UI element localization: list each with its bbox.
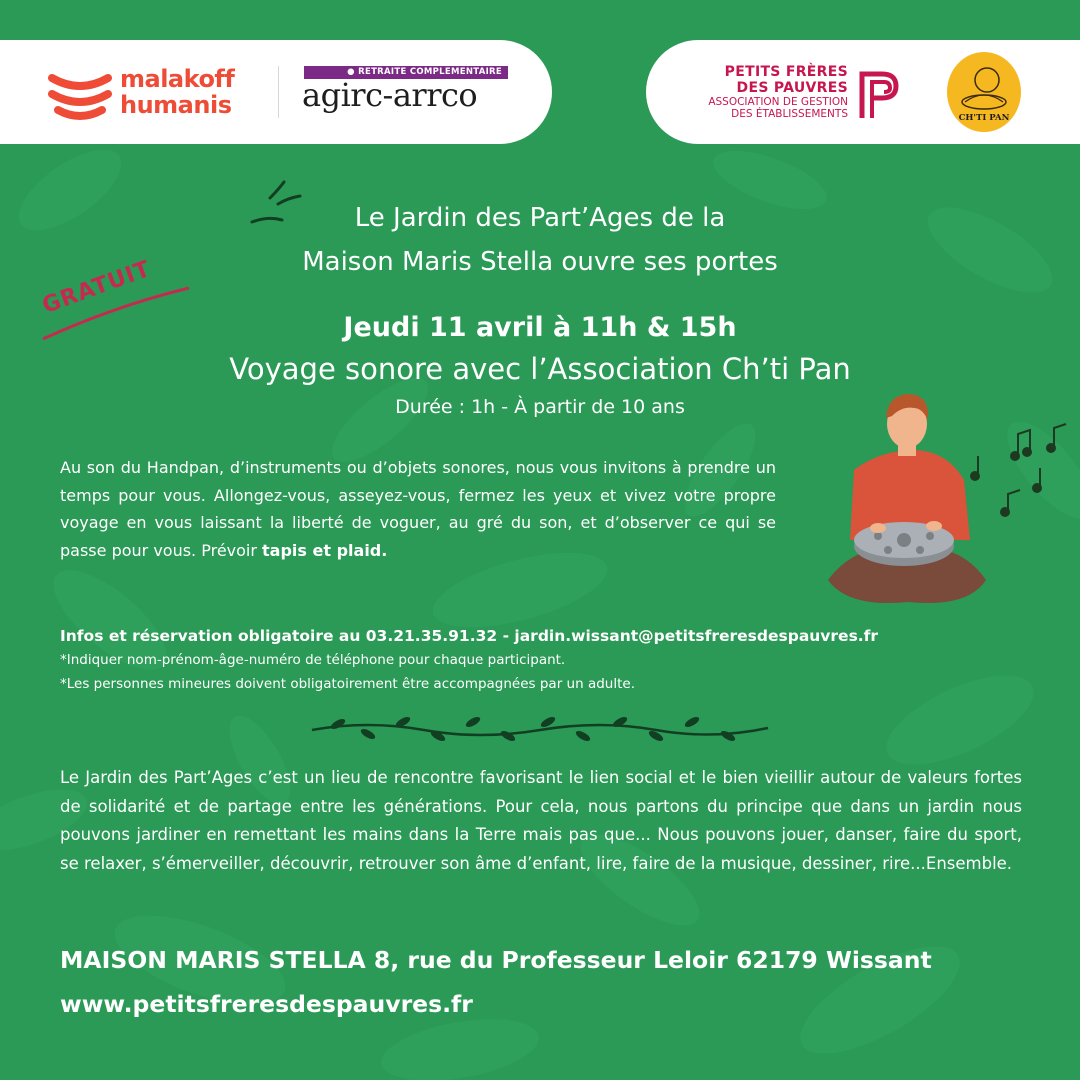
chtipan-logo [947,52,1021,132]
event-date: Jeudi 11 avril à 11h & 15h [343,312,737,343]
handpan-player-illustration [818,390,1080,622]
pfp-line4: DES ÉTABLISSEMENTS [731,108,848,120]
booking-note-1: *Indiquer nom-prénom-âge-numéro de téléphone pour chaque participant. [60,652,566,668]
logo-divider [278,66,279,118]
pfp-mark-icon [854,66,910,122]
event-duration: Durée : 1h - À partir de 10 ans [395,396,685,418]
agirc-arrco-logo [302,66,512,122]
partner-logos-right [646,40,1080,144]
malakoff-text: malakoff [120,65,235,93]
malakoff-humanis-logo [48,66,258,122]
agirc-wordmark: agirc-arrco [302,76,478,114]
description-bold: tapis et plaid. [262,540,388,560]
website-link[interactable]: www.petitsfreresdespauvres.fr [60,990,473,1018]
page-title [140,196,940,284]
address-line: MAISON MARIS STELLA 8, rue du Professeur Leloir 62179 Wissant [60,946,932,974]
booking-contact: Infos et réservation obligatoire au 03.21.35.91.32 - jardin.wissant@petitsfreresdespauvres.fr [60,627,879,645]
chtipan-handpan-icon [947,58,1021,118]
booking-info [60,624,1040,696]
agirc-band: ● RETRAITE COMPLEMENTAIRE [304,66,508,79]
vine-divider [308,712,772,746]
chtipan-label: CH'TI PAN [958,113,1010,123]
title-line-1: Le Jardin des Part’Ages de la [354,203,726,233]
title-line-2: Maison Maris Stella ouvre ses portes [302,247,778,277]
about-paragraph: Le Jardin des Part’Ages c’est un lieu de rencontre favorisant le lien social et le bien vieillir autour de valeurs fortes de solidarité et de partage entre les générations. Pour cela, nous partons du principe que dans un jardin nous pouvons jardiner en remettant les mains dans la Terre mais pas que... Nous pouvons jouer, danser, faire du sport, se relaxer, s’émerveiller, découvrir, retrouver son âme d’enfant, lire, faire de la musique, dessiner, rire...Ensemble. [60,768,1022,873]
humanis-text: humanis [120,91,232,119]
pfp-line1: PETITS FRÈRES [724,64,848,80]
event-description [60,454,776,564]
description-text: Au son du Handpan, d’instruments ou d’objets sonores, nous vous invitons à prendre un temps pour vous. Allongez-vous, asseyez-vous, fermez les yeux et vivez votre propre voyage en vous laissant la liberté de voguer, au gré du son, et d’observer ce qui se passe pour vous. Prévoir [60,458,776,560]
address-block [60,938,1050,1026]
partner-logos-left [0,40,552,144]
event-subtitle: Voyage sonore avec l’Association Ch’ti Pan [229,352,851,386]
free-badge-text: GRATUIT [39,256,155,320]
malakoff-smile-icon [48,68,112,122]
pfp-line3: ASSOCIATION DE GESTION [708,96,848,108]
pfp-line2: DES PAUVRES [736,80,848,96]
music-notes-icon [971,424,1066,516]
petits-freres-logo [690,64,910,124]
booking-note-2: *Les personnes mineures doivent obligatoirement être accompagnées par un adulte. [60,676,635,692]
